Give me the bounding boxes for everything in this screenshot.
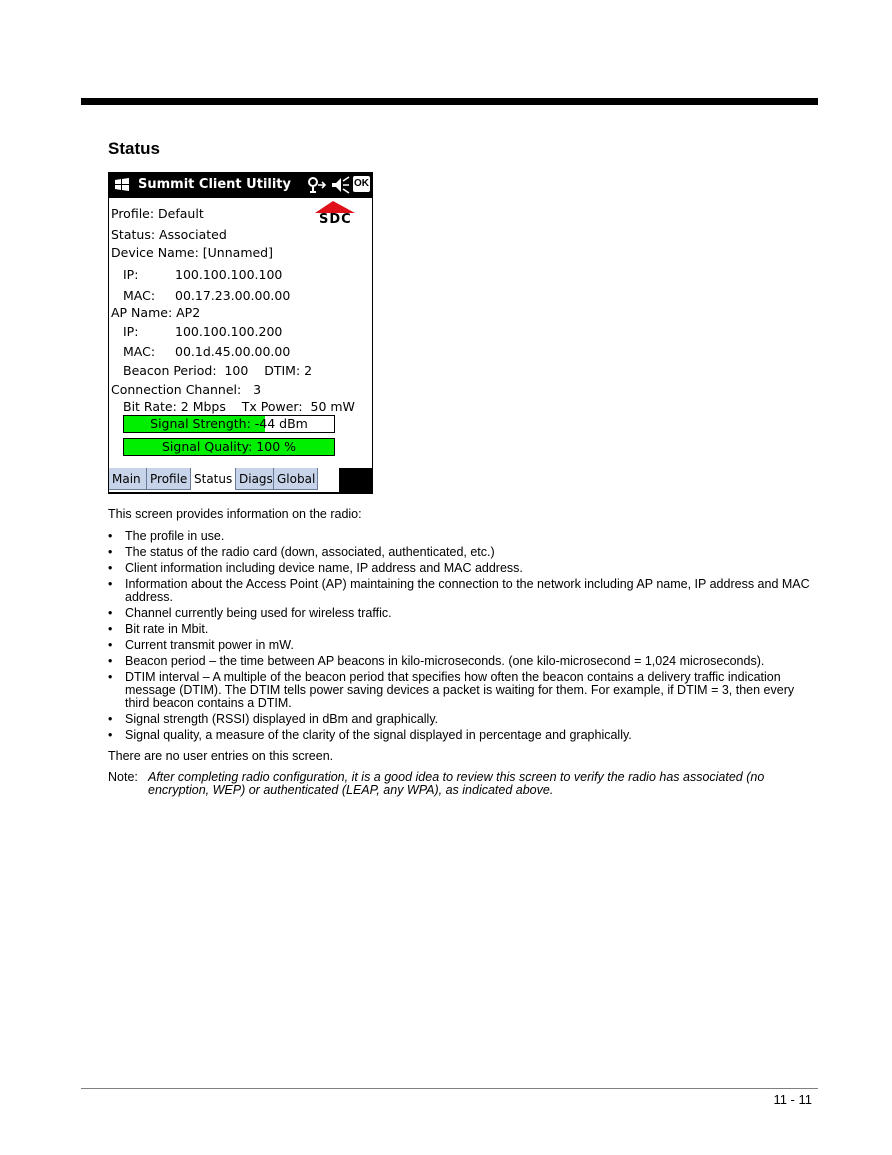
client-mac-label: MAC: — [123, 288, 156, 303]
device-screenshot — [108, 172, 373, 494]
list-item: • The status of the radio card (down, associated, authenticated, etc.) — [108, 546, 818, 559]
list-item: • Information about the Access Point (AP) maintaining the connection to the network including AP name, IP address and MAC address. — [108, 578, 818, 604]
note-label: Note: — [108, 770, 138, 784]
tab-status[interactable]: Status — [191, 468, 236, 490]
tab-global[interactable]: Global — [274, 468, 318, 490]
signal-strength-label: Signal Strength: -44 dBm — [150, 416, 308, 431]
device-app-title: Summit Client Utility — [138, 177, 291, 192]
beacon-dtim-line: Beacon Period: 100 DTIM: 2 — [123, 363, 313, 378]
client-mac-value: 00.17.23.00.00.00 — [175, 288, 291, 303]
speaker-muted-icon[interactable] — [330, 176, 350, 194]
top-rule — [81, 98, 818, 105]
list-item: • Bit rate in Mbit. — [108, 623, 818, 636]
list-item: • Signal strength (RSSI) displayed in dBm and graphically. — [108, 713, 818, 726]
bitrate-txpower-line: Bit Rate: 2 Mbps Tx Power: 50 mW — [123, 399, 355, 414]
windows-logo-icon[interactable] — [114, 177, 130, 192]
list-item: • The profile in use. — [108, 530, 818, 543]
note-block — [108, 771, 818, 797]
list-item: • Signal quality, a measure of the clarity of the signal displayed in percentage and graphically. — [108, 729, 818, 742]
list-item: • Current transmit power in mW. — [108, 639, 818, 652]
no-entries-paragraph: There are no user entries on this screen. — [108, 749, 334, 763]
list-item: • DTIM interval – A multiple of the beacon period that specifies how often the beacon contains a delivery traffic indication message (DTIM). The DTIM tells power saving devices a packet is waiting for them. For example, if DTIM = 3, then every third beacon contains a DTIM. — [108, 671, 818, 710]
ap-ip-label: IP: — [123, 324, 139, 339]
client-ip-value: 100.100.100.100 — [175, 267, 283, 282]
ap-mac-label: MAC: — [123, 344, 156, 359]
ap-name-line: AP Name: AP2 — [111, 305, 201, 320]
ap-mac-value: 00.1d.45.00.00.00 — [175, 344, 291, 359]
intro-paragraph: This screen provides information on the radio: — [108, 507, 362, 521]
signal-quality-label: Signal Quality: 100 % — [161, 439, 297, 454]
connectivity-icon[interactable] — [307, 176, 327, 194]
status-line: Status: Associated — [111, 227, 227, 242]
list-item: • Channel currently being used for wireless traffic. — [108, 607, 818, 620]
list-item: • Beacon period – the time between AP beacons in kilo-microseconds. (one kilo-microsecond = 1,024 microseconds). — [108, 655, 818, 668]
page-number: 11 - 11 — [773, 1092, 812, 1107]
section-title: Status — [108, 139, 160, 158]
device-tab-bar — [109, 468, 339, 492]
list-item: • Client information including device name, IP address and MAC address. — [108, 562, 818, 575]
device-titlebar — [108, 172, 373, 198]
note-text: After completing radio configuration, it is a good idea to review this screen to verify the radio has associated (no encryption, WEP) or authenticated (LEAP, any WPA), as indicated above. — [148, 770, 765, 797]
tab-main[interactable]: Main — [109, 468, 147, 490]
signal-strength-bar — [123, 415, 335, 433]
connection-channel-line: Connection Channel: 3 — [111, 382, 262, 397]
device-status-panel — [109, 198, 372, 468]
tab-profile[interactable]: Profile — [147, 468, 191, 490]
bottom-rule — [81, 1088, 818, 1089]
device-name-line: Device Name: [Unnamed] — [111, 245, 273, 260]
signal-quality-bar — [123, 438, 335, 456]
ap-ip-value: 100.100.100.200 — [175, 324, 283, 339]
feature-list — [108, 530, 818, 745]
ok-button[interactable]: OK — [353, 176, 370, 192]
client-ip-label: IP: — [123, 267, 139, 282]
tab-diags[interactable]: Diags — [236, 468, 274, 490]
profile-line: Profile: Default — [111, 206, 204, 221]
sdc-logo-text: SDC — [319, 212, 352, 227]
